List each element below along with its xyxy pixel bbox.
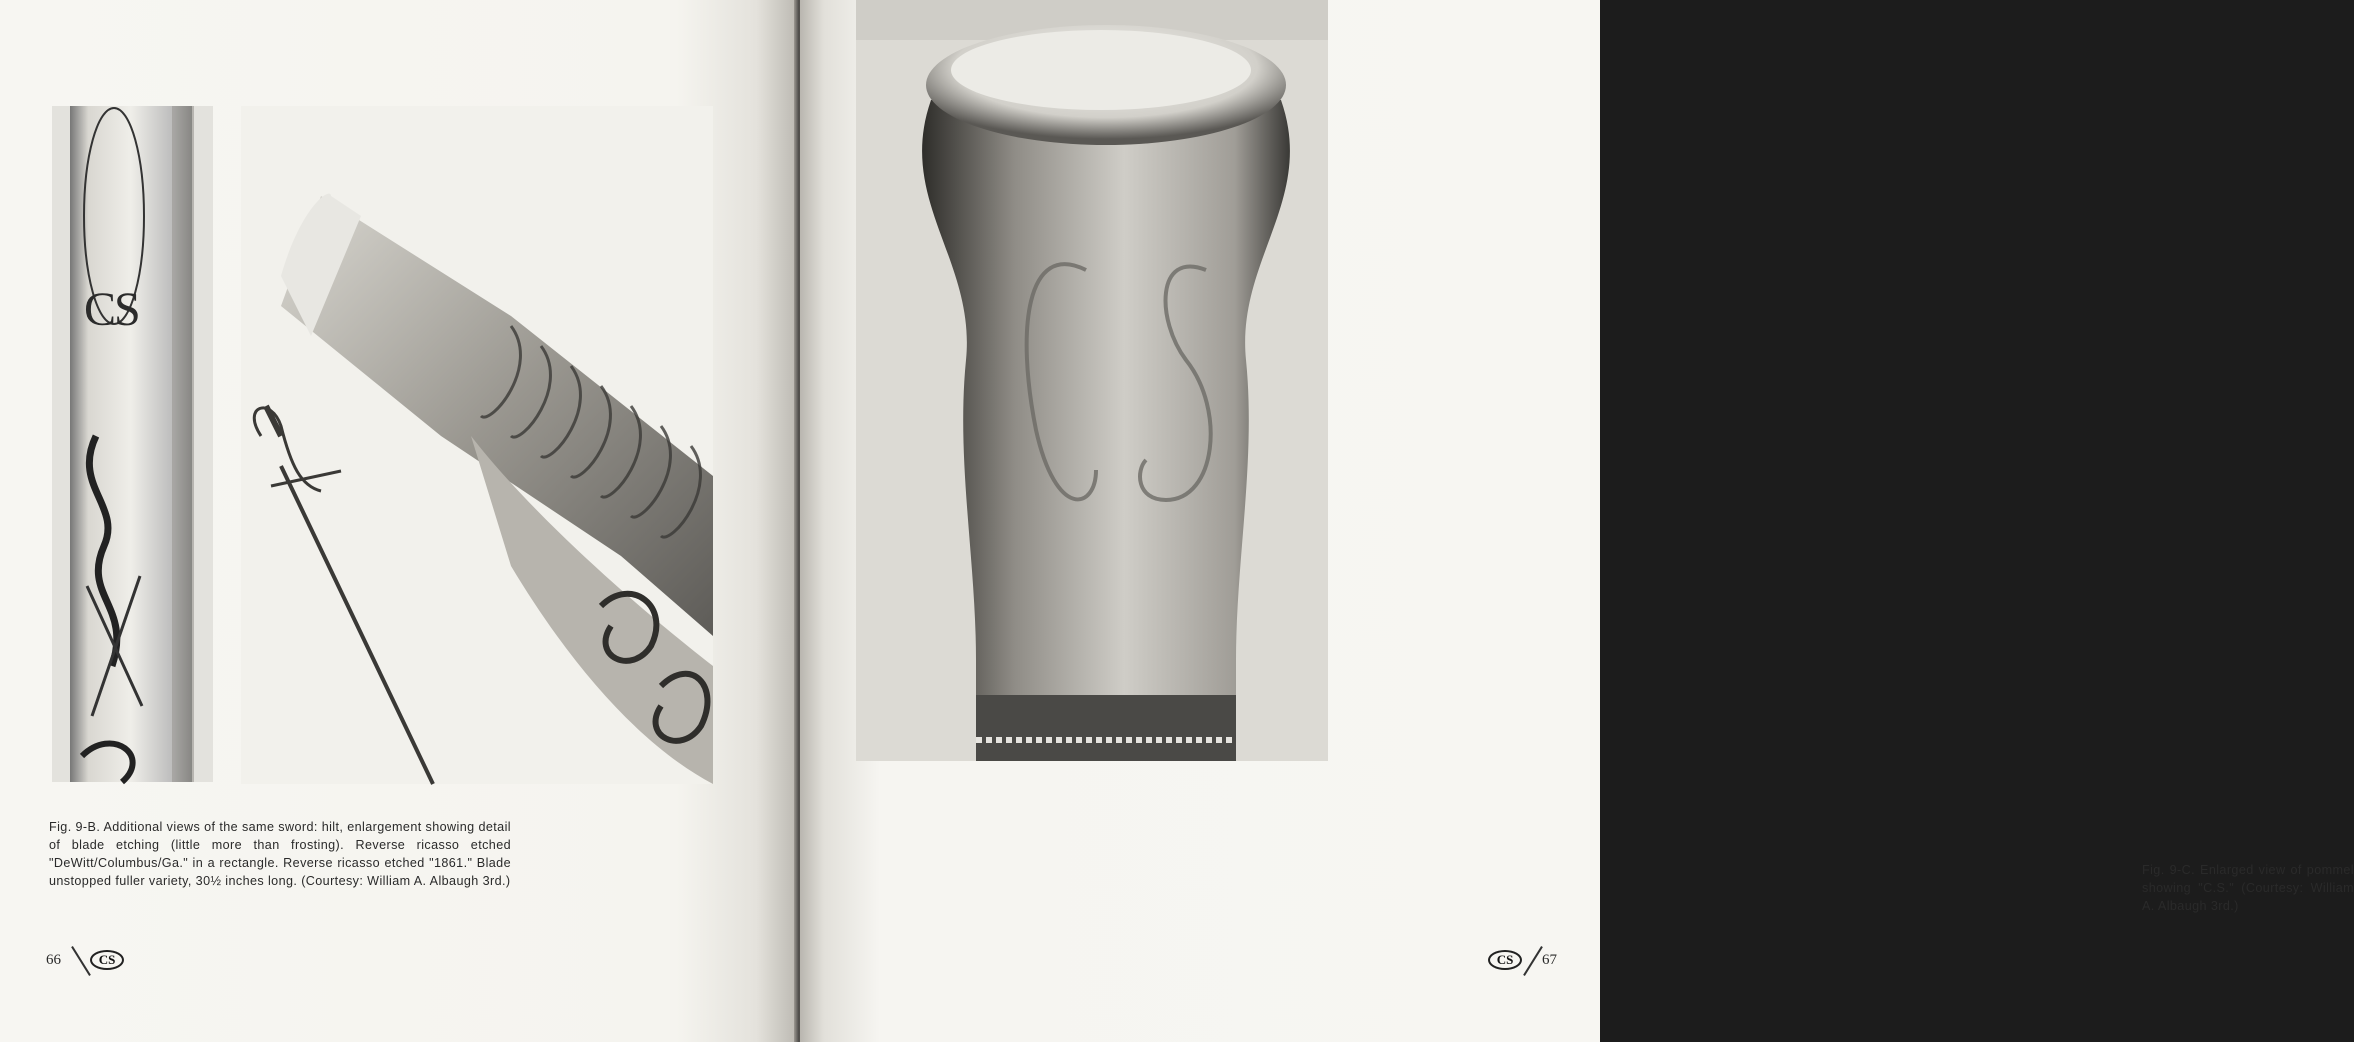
page-number: 66 (46, 952, 61, 968)
blade-etching-photo (52, 106, 213, 782)
cs-emblem-icon: CS (1488, 950, 1522, 970)
cs-emblem-icon: CS (90, 950, 124, 970)
right-page (800, 0, 2354, 1042)
page-folio-right (1488, 944, 1568, 978)
figure-caption-9b: Fig. 9-B. Additional views of the same sword: hilt, enlargement showing detail of blade etching (little more than frosting). Reverse ricasso etched "DeWitt/Columbus/Ga." in a rectangle. Reverse ricasso etched "1861." Blade unstopped fuller variety, 30½ inches long. (Courtesy: William A. Albaugh 3rd.) (49, 820, 511, 888)
left-page (0, 0, 796, 1042)
folio-divider (71, 946, 91, 976)
etched-cs-letters: CS (84, 283, 139, 336)
sword-hilt-photo (241, 106, 713, 784)
figure-caption-9c: Fig. 9-C. Enlarged view of pommel showing "C.S." (Courtesy: William A. Albaugh 3rd.) (2142, 863, 2354, 913)
page-number: 67 (1542, 952, 1557, 968)
page-folio-left (46, 944, 126, 978)
pommel-photo (856, 0, 1328, 761)
folio-divider (1523, 946, 1543, 976)
